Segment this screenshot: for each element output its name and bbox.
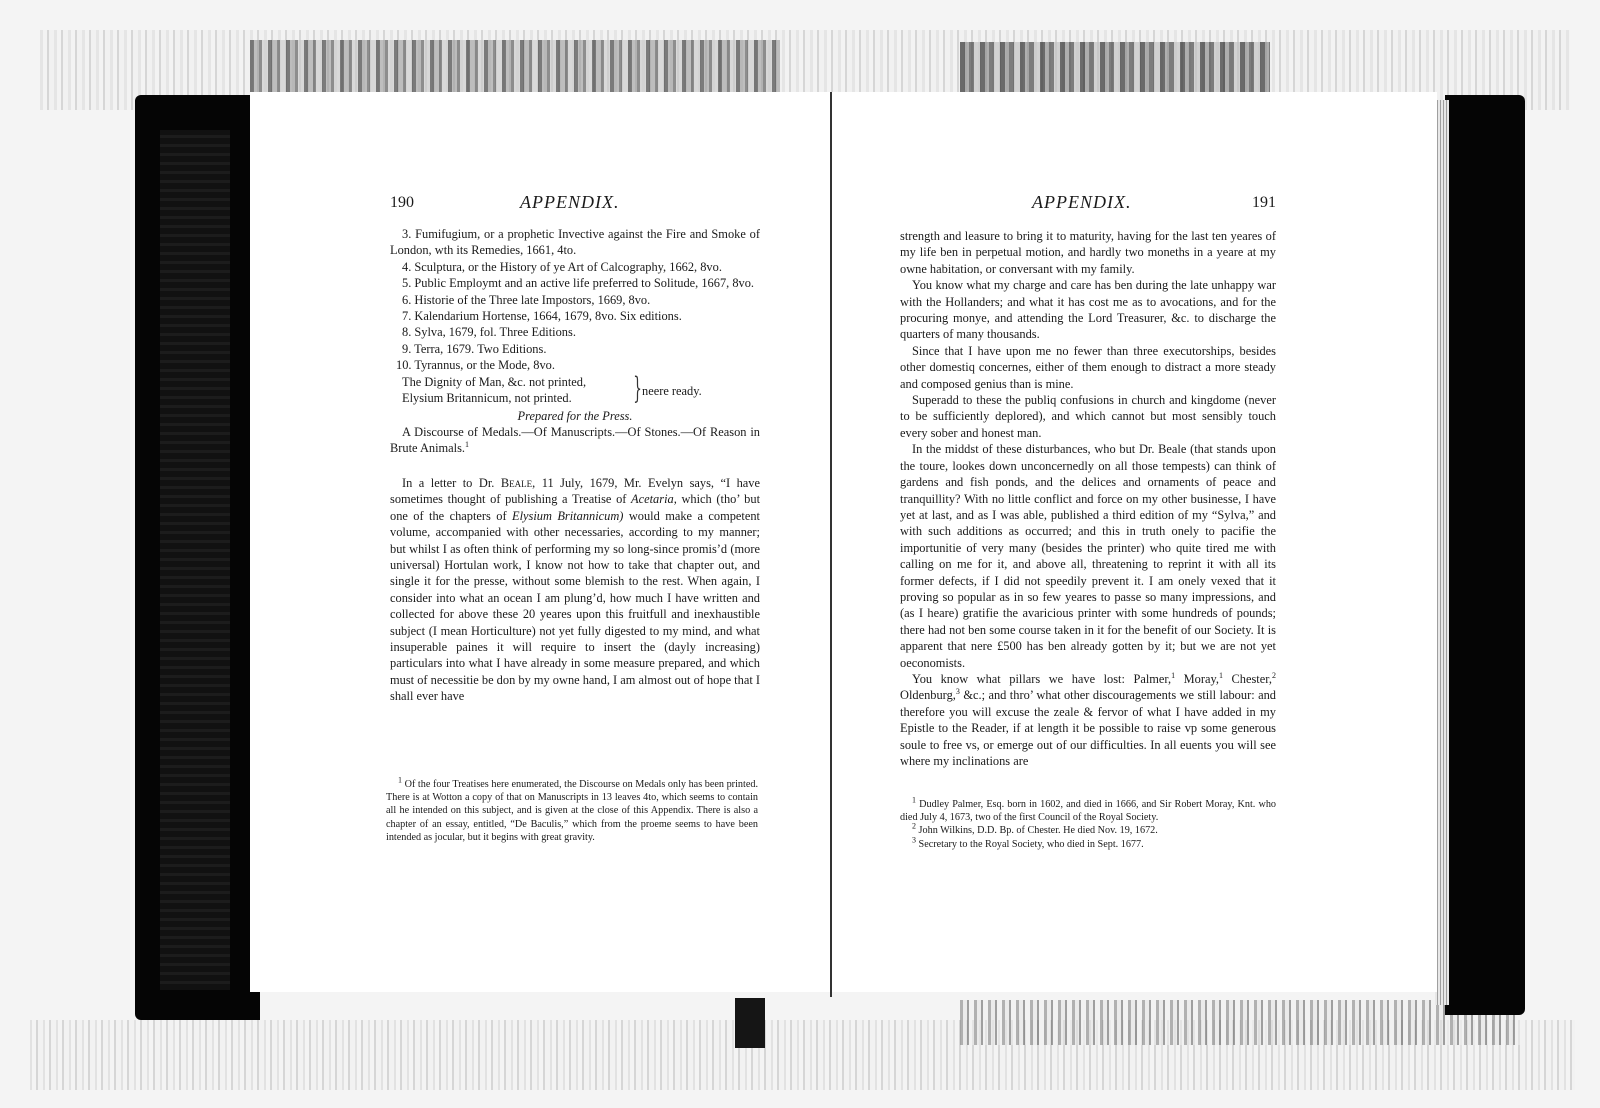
footnote-marker: 3 bbox=[955, 687, 960, 697]
book-spine-bottom bbox=[735, 998, 765, 1048]
bracket-label: neere ready. bbox=[642, 383, 702, 398]
unprinted-works-lines bbox=[402, 374, 632, 407]
footnote-marker: 3 bbox=[912, 835, 916, 845]
footnote-marker: 1 bbox=[1219, 670, 1223, 680]
right-page-body bbox=[900, 228, 1276, 769]
footnote-marker: 2 bbox=[1271, 670, 1276, 680]
left-running-head: APPENDIX. bbox=[520, 192, 620, 212]
book-cover-right bbox=[1445, 95, 1525, 1015]
works-list-item: 8. Sylva, 1679, fol. Three Editions. bbox=[402, 325, 576, 340]
footnote-marker: 1 bbox=[398, 775, 402, 785]
scan-smudge-top-left bbox=[250, 40, 780, 100]
right-running-head: APPENDIX. bbox=[1032, 192, 1132, 212]
letter-paragraph: You know what pillars we have lost: Palmer,$^1$ Moray,$^1$ Chester,$^2$ Oldenburg,$^3$ &c.; and thro’ what other discouragements we still labour: and therefore you will excuse the zeale & fervor of what I have added in my Epistle to the Reader, if at length it be possible to raise vp some generous soule to free vs, or emerge out of our difficulties. In all euents you will see where my inclinations are bbox=[900, 670, 1276, 768]
unprinted-work: Elysium Britannicum, not printed. bbox=[402, 391, 572, 406]
curly-brace-icon: } bbox=[633, 370, 642, 406]
footnote: $^1$ Of the four Treatises here enumerated, the Discourse on Medals only has been printed. There is at Wotton a copy of that on Manuscripts in 13 leaves 4to, which seems to contain all he intended on this subject, and is given at the close of this Appendix. There is also a chapter of an essay, entitled, “De Baculis,” which from the proeme seems to have been intended as jocular, but it begins with great gravity. bbox=[386, 775, 758, 843]
letter-paragraph: In the middst of these disturbances, who but Dr. Beale (that stands upon the toure, lookes down unconcernedly on all those tempests) can think of gardens and fish ponds, and the delices and ornaments of peace and tranquillity? With no little conflict and force on my other businesse, I have yet at last, and as I was able, published a third edition of my “Sylva,” and with such additions as occurred; and this in truth onely to pacifie the importunitie of very many (besides the printer) who quite tired me with calling on me for it, and above all, threatening to reprint it with all its former defects, if I did not speedily prevent it. I am onely vexed that it proving so popular as in so few yeares to passe so many impressions, and (as I heare) gratifie the avaricious printer with some hundreds of pounds; there had not ben some course taken in it for the benefit of our Society. It is apparent that nere £500 has ben already gotten by it; but we are not yet oeconomists. bbox=[900, 442, 1276, 670]
unprinted-works-group bbox=[390, 370, 760, 408]
book-cover-left-texture bbox=[160, 130, 230, 990]
works-list-item: 6. Historie of the Three late Impostors, 1669, 8vo. bbox=[402, 292, 651, 307]
works-list-item: 10. Tyrannus, or the Mode, 8vo. bbox=[396, 358, 555, 373]
page-edges-right bbox=[1435, 100, 1449, 1005]
left-page-body bbox=[390, 226, 760, 705]
letter-paragraph: Since that I have upon me no fewer than three executorships, besides other domestiq concernes, either of them enough to distract a more steady and composed genius than is mine. bbox=[900, 343, 1276, 391]
title-elysium: Elysium Britannicum) bbox=[512, 508, 624, 523]
works-list-item: 5. Public Employmt and an active life preferred to Solitude, 1667, 8vo. bbox=[402, 276, 755, 291]
unprinted-work: The Dignity of Man, &c. not printed, bbox=[402, 374, 587, 389]
right-footnotes bbox=[900, 795, 1277, 851]
footnote: $^2$ John Wilkins, D.D. Bp. of Chester. He died Nov. 19, 1672. bbox=[912, 822, 1158, 837]
left-footnotes bbox=[386, 775, 758, 844]
left-page-number: 190 bbox=[390, 194, 414, 211]
title-acetaria: Acetaria, bbox=[631, 492, 677, 507]
footnote: $^3$ Secretary to the Royal Society, who died in Sept. 1677. bbox=[912, 835, 1144, 850]
letter-paragraph: In a letter to Dr. Beale, 11 July, 1679, Mr. Evelyn says, “I have sometimes thought of publishing a Treatise of Acetaria, which (tho’ but one of the chapters of Elysium Britannicum) would make a competent volume, accompanied with other necessaries, according to my manner; but whilst I as often think of performing my so long-since promis’d (more universal) Hortulan work, I know not how to take that chapter out, and single it for the presse, without some blemish to the rest. When again, I consider into what an ocean I am plung’d, how much I have written and collected for above these 20 yeares upon this fruitfull and inexhaustible subject (I mean Horticulture) not yet fully digested to my mind, and what insuperable paines it will require to insert the (dayly increasing) particulars into what I have already in some measure prepared, and which must of necessitie be don by my owne hand, I am almost out of hope that I shall ever have bbox=[390, 475, 761, 704]
works-list-item: 3. Fumifugium, or a prophetic Invective against the Fire and Smoke of London, wth its Remedies, 1661, 4to. bbox=[390, 227, 760, 258]
footnote: $^1$ Dudley Palmer, Esq. born in 1602, and died in 1666, and Sir Robert Moray, Knt. who died July 4, 1673, two of the first Council of the Royal Society. bbox=[900, 795, 1277, 824]
press-item: A Discourse of Medals.—Of Manuscripts.—Of Stones.—Of Reason in Brute Animals.$^1$ bbox=[390, 425, 760, 456]
section-heading: Prepared for the Press. bbox=[517, 408, 633, 423]
scan-smudge-bottom bbox=[960, 1000, 1520, 1045]
works-list-item: 4. Sculptura, or the History of ye Art of Calcography, 1662, 8vo. bbox=[402, 259, 722, 274]
footnote-marker: 1 bbox=[465, 440, 470, 450]
works-list-item: 7. Kalendarium Hortense, 1664, 1679, 8vo. Six editions. bbox=[402, 309, 682, 324]
correspondent-name: Beale bbox=[500, 475, 533, 490]
letter-paragraph: Superadd to these the publiq confusions in church and kingdome (never to be sufficiently deplored), and which cannot but most sensibly touch every sober and honest man. bbox=[900, 393, 1276, 440]
works-list-item: 9. Terra, 1679. Two Editions. bbox=[402, 341, 547, 356]
footnote-marker: 2 bbox=[912, 822, 916, 832]
letter-paragraph: strength and leasure to bring it to maturity, having for the last ten yeares of my life ben in perpetual motion, and hardly two moneths in a yeare at my owne habitation, or conversant with my family. bbox=[900, 229, 1276, 276]
right-page-number: 191 bbox=[1252, 194, 1276, 211]
letter-paragraph: You know what my charge and care has ben during the late unhappy war with the Hollanders; and what it has cost me as to avocations, and for the procuring monye, and attending the Lord Treasurer, &c. to discharge the quarters of many thousands. bbox=[900, 278, 1276, 342]
footnote-marker: 1 bbox=[1171, 670, 1176, 680]
footnote-marker: 1 bbox=[912, 795, 916, 805]
